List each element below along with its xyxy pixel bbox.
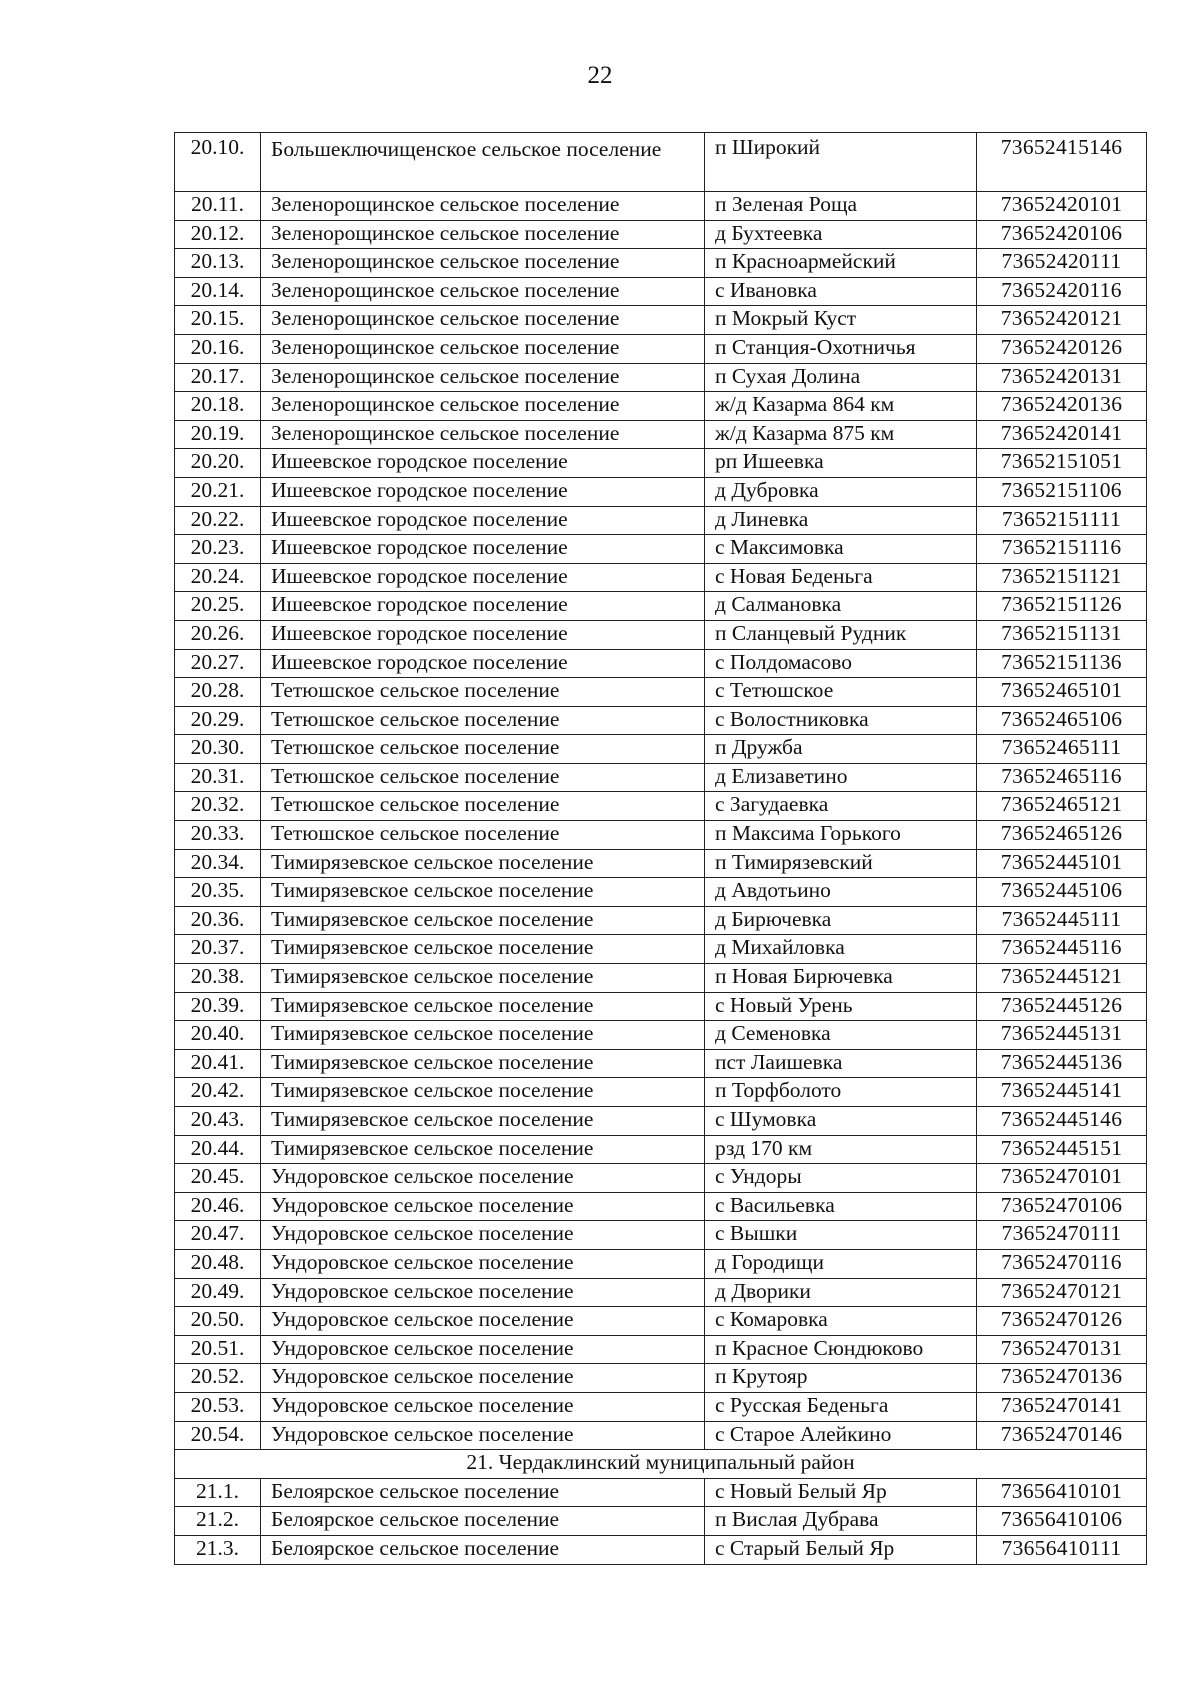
oktmo-code: 73652465106	[977, 706, 1147, 735]
settlements-table-body	[175, 133, 1147, 1565]
row-number: 20.48.	[175, 1249, 261, 1278]
row-number: 20.50.	[175, 1307, 261, 1336]
settlement-name: Белоярское сельское поселение	[261, 1478, 705, 1507]
locality-name: п Торфболото	[705, 1078, 977, 1107]
settlement-name: Зеленорощинское сельское поселение	[261, 220, 705, 249]
row-number: 20.35.	[175, 878, 261, 907]
row-number: 20.28.	[175, 678, 261, 707]
locality-name: с Новый Белый Яр	[705, 1478, 977, 1507]
row-number: 20.42.	[175, 1078, 261, 1107]
locality-name: д Михайловка	[705, 935, 977, 964]
table-row	[175, 306, 1147, 335]
locality-name: с Максимовка	[705, 535, 977, 564]
table-row	[175, 477, 1147, 506]
row-number: 20.41.	[175, 1049, 261, 1078]
table-row	[175, 1535, 1147, 1564]
settlement-name: Зеленорощинское сельское поселение	[261, 420, 705, 449]
row-number: 21.3.	[175, 1535, 261, 1564]
row-number: 20.33.	[175, 821, 261, 850]
settlement-name: Зеленорощинское сельское поселение	[261, 306, 705, 335]
table-row	[175, 420, 1147, 449]
table-row	[175, 563, 1147, 592]
oktmo-code: 73652420111	[977, 249, 1147, 278]
oktmo-code: 73652420136	[977, 392, 1147, 421]
settlement-name: Тимирязевское сельское поселение	[261, 1135, 705, 1164]
row-number: 20.27.	[175, 649, 261, 678]
table-row	[175, 277, 1147, 306]
table-row	[175, 964, 1147, 993]
row-number: 20.47.	[175, 1221, 261, 1250]
oktmo-code: 73652151121	[977, 563, 1147, 592]
settlement-name: Ишеевское городское поселение	[261, 563, 705, 592]
oktmo-code: 73652470106	[977, 1192, 1147, 1221]
locality-name: д Дубровка	[705, 477, 977, 506]
table-row	[175, 706, 1147, 735]
locality-name: с Старое Алейкино	[705, 1421, 977, 1450]
table-row	[175, 1049, 1147, 1078]
oktmo-code: 73652420131	[977, 363, 1147, 392]
locality-name: с Вышки	[705, 1221, 977, 1250]
section-heading: 21. Чердаклинский муниципальный район	[175, 1450, 1147, 1479]
oktmo-code: 73652151131	[977, 620, 1147, 649]
settlement-name: Тимирязевское сельское поселение	[261, 878, 705, 907]
settlement-name: Зеленорощинское сельское поселение	[261, 392, 705, 421]
settlement-name: Зеленорощинское сельское поселение	[261, 363, 705, 392]
table-row	[175, 192, 1147, 221]
row-number: 21.1.	[175, 1478, 261, 1507]
table-row	[175, 992, 1147, 1021]
settlement-name: Ундоровское сельское поселение	[261, 1221, 705, 1250]
settlement-name: Зеленорощинское сельское поселение	[261, 249, 705, 278]
oktmo-code: 73652470116	[977, 1249, 1147, 1278]
locality-name: с Загудаевка	[705, 792, 977, 821]
locality-name: пст Лаишевка	[705, 1049, 977, 1078]
locality-name: с Новая Беденьга	[705, 563, 977, 592]
table-row	[175, 1164, 1147, 1193]
oktmo-code: 73652420126	[977, 334, 1147, 363]
row-number: 20.30.	[175, 735, 261, 764]
table-row	[175, 220, 1147, 249]
oktmo-code: 73652445136	[977, 1049, 1147, 1078]
table-row	[175, 334, 1147, 363]
oktmo-code: 73652465101	[977, 678, 1147, 707]
oktmo-code: 73652420106	[977, 220, 1147, 249]
locality-name: д Бирючевка	[705, 906, 977, 935]
settlement-name: Ишеевское городское поселение	[261, 477, 705, 506]
settlement-name: Тимирязевское сельское поселение	[261, 849, 705, 878]
locality-name: д Бухтеевка	[705, 220, 977, 249]
row-number: 20.18.	[175, 392, 261, 421]
settlement-name: Ишеевское городское поселение	[261, 449, 705, 478]
locality-name: п Мокрый Куст	[705, 306, 977, 335]
settlement-name: Ундоровское сельское поселение	[261, 1307, 705, 1336]
page-number: 22	[587, 62, 613, 89]
locality-name: рзд 170 км	[705, 1135, 977, 1164]
settlement-name: Тимирязевское сельское поселение	[261, 906, 705, 935]
oktmo-code: 73652445126	[977, 992, 1147, 1021]
row-number: 20.52.	[175, 1364, 261, 1393]
table-row	[175, 1249, 1147, 1278]
table-row	[175, 1421, 1147, 1450]
locality-name: п Сухая Долина	[705, 363, 977, 392]
oktmo-code: 73652470126	[977, 1307, 1147, 1336]
locality-name: д Авдотьино	[705, 878, 977, 907]
row-number: 20.39.	[175, 992, 261, 1021]
row-number: 20.51.	[175, 1335, 261, 1364]
row-number: 20.40.	[175, 1021, 261, 1050]
oktmo-code: 73652420101	[977, 192, 1147, 221]
row-number: 20.53.	[175, 1392, 261, 1421]
row-number: 20.14.	[175, 277, 261, 306]
settlement-name: Тетюшское сельское поселение	[261, 678, 705, 707]
locality-name: с Новый Урень	[705, 992, 977, 1021]
settlement-name: Тетюшское сельское поселение	[261, 821, 705, 850]
row-number: 20.45.	[175, 1164, 261, 1193]
table-row	[175, 363, 1147, 392]
table-row	[175, 1364, 1147, 1393]
locality-name: с Тетюшское	[705, 678, 977, 707]
settlement-name: Ундоровское сельское поселение	[261, 1192, 705, 1221]
settlement-name: Ундоровское сельское поселение	[261, 1392, 705, 1421]
row-number: 20.34.	[175, 849, 261, 878]
oktmo-code: 73652420121	[977, 306, 1147, 335]
oktmo-code: 73652470131	[977, 1335, 1147, 1364]
table-row	[175, 1078, 1147, 1107]
table-row	[175, 1021, 1147, 1050]
table-row	[175, 735, 1147, 764]
oktmo-code: 73652151126	[977, 592, 1147, 621]
oktmo-code: 73656410111	[977, 1535, 1147, 1564]
oktmo-code: 73652445121	[977, 964, 1147, 993]
locality-name: с Ундоры	[705, 1164, 977, 1193]
oktmo-code: 73652465116	[977, 763, 1147, 792]
row-number: 20.32.	[175, 792, 261, 821]
settlement-name: Тимирязевское сельское поселение	[261, 935, 705, 964]
oktmo-code: 73652151116	[977, 535, 1147, 564]
settlement-name: Тетюшское сельское поселение	[261, 763, 705, 792]
row-number: 20.43.	[175, 1107, 261, 1136]
locality-name: п Дружба	[705, 735, 977, 764]
oktmo-code: 73652445111	[977, 906, 1147, 935]
locality-name: п Максима Горького	[705, 821, 977, 850]
locality-name: с Ивановка	[705, 277, 977, 306]
table-row	[175, 449, 1147, 478]
locality-name: п Красное Сюндюково	[705, 1335, 977, 1364]
settlement-name: Ундоровское сельское поселение	[261, 1335, 705, 1364]
settlement-name: Тимирязевское сельское поселение	[261, 1107, 705, 1136]
table-row	[175, 1192, 1147, 1221]
oktmo-code: 73652470111	[977, 1221, 1147, 1250]
settlement-name: Ундоровское сельское поселение	[261, 1249, 705, 1278]
settlement-name: Тетюшское сельское поселение	[261, 792, 705, 821]
table-row	[175, 506, 1147, 535]
locality-name: с Шумовка	[705, 1107, 977, 1136]
row-number: 20.21.	[175, 477, 261, 506]
row-number: 20.24.	[175, 563, 261, 592]
row-number: 20.29.	[175, 706, 261, 735]
settlement-name: Тетюшское сельское поселение	[261, 735, 705, 764]
locality-name: с Старый Белый Яр	[705, 1535, 977, 1564]
settlement-name: Тимирязевское сельское поселение	[261, 992, 705, 1021]
row-number: 20.19.	[175, 420, 261, 449]
row-number: 20.12.	[175, 220, 261, 249]
table-row	[175, 1507, 1147, 1536]
locality-name: с Комаровка	[705, 1307, 977, 1336]
oktmo-code: 73652445151	[977, 1135, 1147, 1164]
locality-name: д Салмановка	[705, 592, 977, 621]
settlement-name: Тимирязевское сельское поселение	[261, 964, 705, 993]
oktmo-code: 73652420116	[977, 277, 1147, 306]
oktmo-code: 73652445146	[977, 1107, 1147, 1136]
settlement-name: Ундоровское сельское поселение	[261, 1278, 705, 1307]
oktmo-code: 73652465121	[977, 792, 1147, 821]
settlement-name: Большеключищенское сельское поселение	[261, 133, 705, 192]
table-row	[175, 535, 1147, 564]
table-row	[175, 935, 1147, 964]
settlement-name: Зеленорощинское сельское поселение	[261, 192, 705, 221]
table-row	[175, 792, 1147, 821]
locality-name: с Васильевка	[705, 1192, 977, 1221]
settlements-table	[174, 132, 1147, 1565]
oktmo-code: 73652470146	[977, 1421, 1147, 1450]
table-row	[175, 678, 1147, 707]
table-row	[175, 133, 1147, 192]
locality-name: п Зеленая Роща	[705, 192, 977, 221]
row-number: 20.38.	[175, 964, 261, 993]
settlement-name: Ишеевское городское поселение	[261, 535, 705, 564]
table-row	[175, 878, 1147, 907]
row-number: 20.16.	[175, 334, 261, 363]
row-number: 20.15.	[175, 306, 261, 335]
oktmo-code: 73652151111	[977, 506, 1147, 535]
locality-name: с Волостниковка	[705, 706, 977, 735]
oktmo-code: 73652445131	[977, 1021, 1147, 1050]
settlement-name: Тетюшское сельское поселение	[261, 706, 705, 735]
oktmo-code: 73652470136	[977, 1364, 1147, 1393]
row-number: 20.11.	[175, 192, 261, 221]
locality-name: п Тимирязевский	[705, 849, 977, 878]
oktmo-code: 73652445141	[977, 1078, 1147, 1107]
table-row	[175, 620, 1147, 649]
table-row	[175, 592, 1147, 621]
oktmo-code: 73652470101	[977, 1164, 1147, 1193]
table-row	[175, 1478, 1147, 1507]
row-number: 20.31.	[175, 763, 261, 792]
locality-name: рп Ишеевка	[705, 449, 977, 478]
oktmo-code: 73652465111	[977, 735, 1147, 764]
locality-name: п Станция-Охотничья	[705, 334, 977, 363]
settlement-name: Ундоровское сельское поселение	[261, 1164, 705, 1193]
locality-name: п Красноармейский	[705, 249, 977, 278]
table-row	[175, 763, 1147, 792]
row-number: 20.25.	[175, 592, 261, 621]
settlement-name: Ишеевское городское поселение	[261, 592, 705, 621]
table-row	[175, 392, 1147, 421]
locality-name: п Широкий	[705, 133, 977, 192]
row-number: 20.13.	[175, 249, 261, 278]
row-number: 20.17.	[175, 363, 261, 392]
oktmo-code: 73652415146	[977, 133, 1147, 192]
settlement-name: Ундоровское сельское поселение	[261, 1364, 705, 1393]
settlement-name: Тимирязевское сельское поселение	[261, 1049, 705, 1078]
locality-name: с Русская Беденьга	[705, 1392, 977, 1421]
settlement-name: Белоярское сельское поселение	[261, 1507, 705, 1536]
locality-name: ж/д Казарма 875 км	[705, 420, 977, 449]
locality-name: с Полдомасово	[705, 649, 977, 678]
locality-name: ж/д Казарма 864 км	[705, 392, 977, 421]
table-row	[175, 1335, 1147, 1364]
settlement-name: Зеленорощинское сельское поселение	[261, 334, 705, 363]
locality-name: д Линевка	[705, 506, 977, 535]
table-row	[175, 649, 1147, 678]
oktmo-code: 73652470141	[977, 1392, 1147, 1421]
settlement-name: Ишеевское городское поселение	[261, 649, 705, 678]
settlement-name: Ишеевское городское поселение	[261, 620, 705, 649]
table-row	[175, 249, 1147, 278]
oktmo-code: 73656410106	[977, 1507, 1147, 1536]
row-number: 20.44.	[175, 1135, 261, 1164]
settlement-name: Белоярское сельское поселение	[261, 1535, 705, 1564]
table-row	[175, 1107, 1147, 1136]
locality-name: п Вислая Дубрава	[705, 1507, 977, 1536]
table-row	[175, 821, 1147, 850]
table-row	[175, 1135, 1147, 1164]
oktmo-code: 73652465126	[977, 821, 1147, 850]
oktmo-code: 73652445116	[977, 935, 1147, 964]
row-number: 20.26.	[175, 620, 261, 649]
settlement-name: Тимирязевское сельское поселение	[261, 1078, 705, 1107]
table-row	[175, 1221, 1147, 1250]
locality-name: п Новая Бирючевка	[705, 964, 977, 993]
table-row	[175, 1392, 1147, 1421]
oktmo-code: 73652470121	[977, 1278, 1147, 1307]
locality-name: д Семеновка	[705, 1021, 977, 1050]
oktmo-code: 73652420141	[977, 420, 1147, 449]
settlement-name: Ундоровское сельское поселение	[261, 1421, 705, 1450]
oktmo-code: 73652445101	[977, 849, 1147, 878]
row-number: 21.2.	[175, 1507, 261, 1536]
oktmo-code: 73652445106	[977, 878, 1147, 907]
settlement-name: Ишеевское городское поселение	[261, 506, 705, 535]
oktmo-code: 73652151136	[977, 649, 1147, 678]
section-heading-row	[175, 1450, 1147, 1479]
locality-name: п Сланцевый Рудник	[705, 620, 977, 649]
oktmo-code: 73652151106	[977, 477, 1147, 506]
oktmo-code: 73656410101	[977, 1478, 1147, 1507]
row-number: 20.36.	[175, 906, 261, 935]
row-number: 20.22.	[175, 506, 261, 535]
table-row	[175, 906, 1147, 935]
settlement-name: Тимирязевское сельское поселение	[261, 1021, 705, 1050]
table-row	[175, 1278, 1147, 1307]
row-number: 20.23.	[175, 535, 261, 564]
locality-name: д Елизаветино	[705, 763, 977, 792]
settlement-name: Зеленорощинское сельское поселение	[261, 277, 705, 306]
row-number: 20.54.	[175, 1421, 261, 1450]
table-row	[175, 1307, 1147, 1336]
row-number: 20.20.	[175, 449, 261, 478]
oktmo-code: 73652151051	[977, 449, 1147, 478]
locality-name: п Крутояр	[705, 1364, 977, 1393]
row-number: 20.49.	[175, 1278, 261, 1307]
locality-name: д Дворики	[705, 1278, 977, 1307]
row-number: 20.10.	[175, 133, 261, 192]
locality-name: д Городищи	[705, 1249, 977, 1278]
table-row	[175, 849, 1147, 878]
row-number: 20.46.	[175, 1192, 261, 1221]
row-number: 20.37.	[175, 935, 261, 964]
